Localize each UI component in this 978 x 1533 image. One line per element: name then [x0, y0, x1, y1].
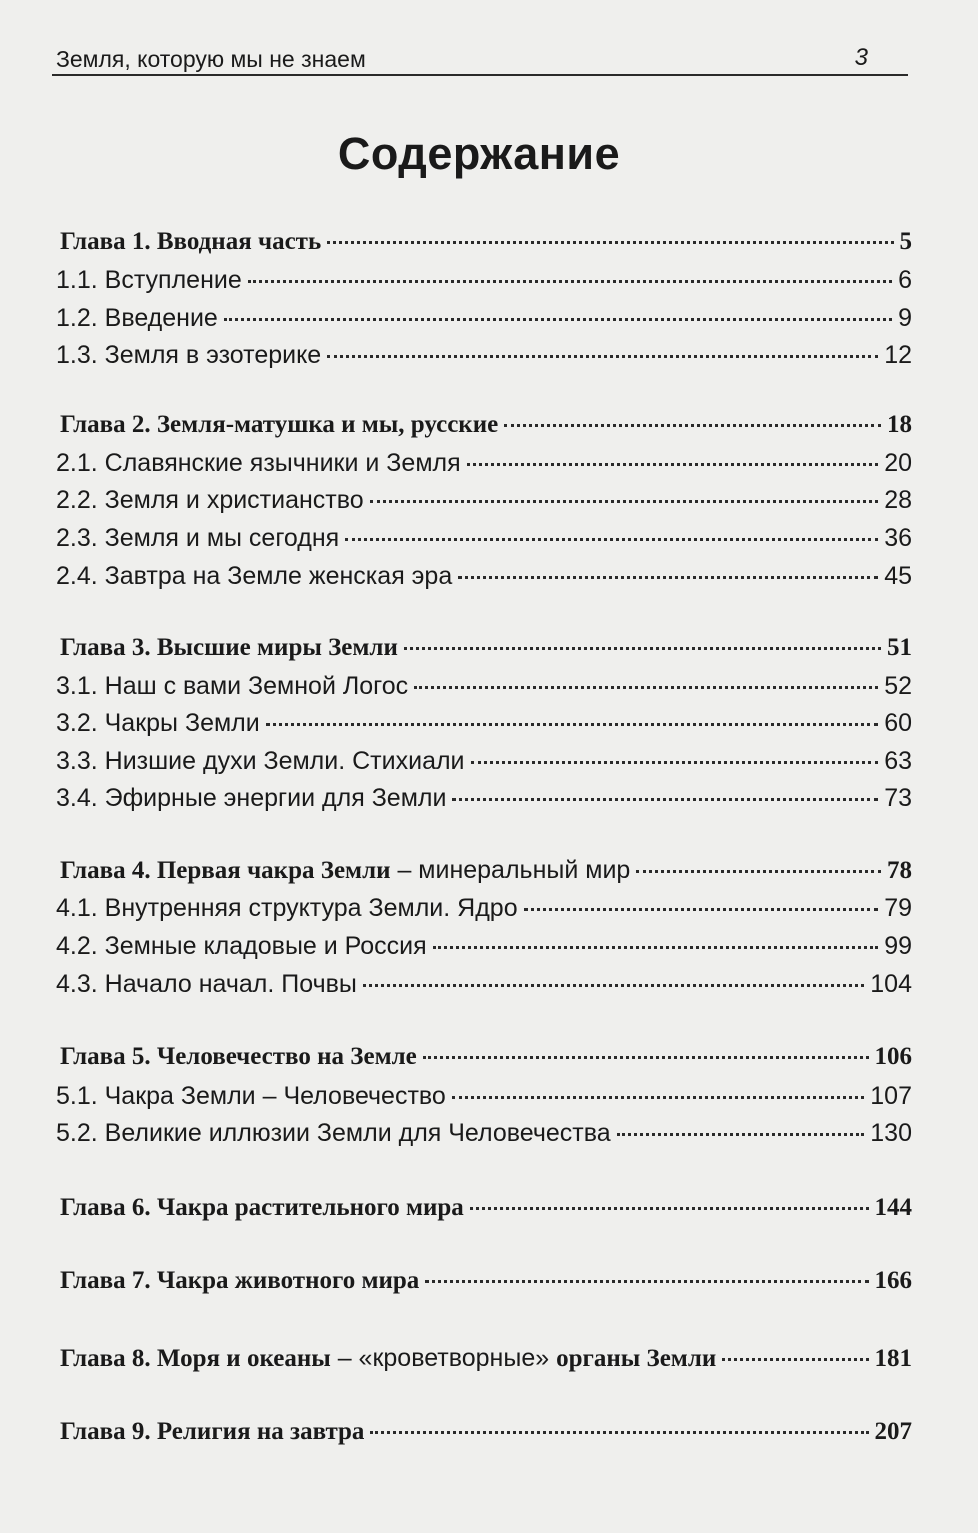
toc-label: 2.4. Завтра на Земле женская эра [56, 562, 453, 590]
dot-leader [370, 499, 879, 503]
toc-label: Глава 1. Вводная часть [60, 228, 322, 255]
toc-page: 166 [874, 1267, 912, 1294]
dot-leader [722, 1357, 868, 1361]
toc-page: 130 [870, 1119, 912, 1147]
toc-section [56, 970, 912, 1006]
running-header [52, 40, 908, 76]
dot-leader [327, 240, 893, 244]
toc-chapter-2 [60, 411, 912, 447]
toc-label: 2.2. Земля и христианство [56, 486, 364, 514]
toc-label: Глава 5. Человечество на Земле [60, 1043, 417, 1070]
toc-label: 3.2. Чакры Земли [56, 709, 260, 737]
toc-page: 28 [884, 486, 912, 514]
dot-leader [617, 1132, 865, 1136]
toc-section [56, 341, 912, 377]
toc-section [56, 672, 912, 708]
page-title: Содержание [337, 128, 621, 179]
toc-section [56, 449, 912, 485]
toc-page: 36 [884, 524, 912, 552]
toc-chapter-1 [60, 228, 912, 264]
toc-label-rest2: органы Земли [556, 1345, 717, 1372]
toc-page: 12 [884, 341, 912, 369]
toc-page: 107 [870, 1082, 912, 1110]
toc-page: 144 [874, 1194, 912, 1221]
toc-chapter-4 [60, 856, 912, 892]
toc-label: 1.1. Вступление [56, 266, 242, 294]
dot-leader [370, 1430, 868, 1434]
toc-label: 1.3. Земля в эзотерике [56, 341, 322, 369]
toc-chapter-9 [60, 1418, 912, 1454]
toc-chapter-7 [60, 1267, 912, 1303]
dot-leader [425, 1279, 868, 1283]
dot-leader [636, 869, 881, 873]
toc-label: 3.4. Эфирные энергии для Земли [56, 784, 447, 812]
toc-label [60, 1344, 716, 1373]
dot-leader [452, 797, 878, 801]
toc-section [56, 266, 912, 302]
toc-page: 45 [884, 562, 912, 590]
toc-page: 63 [884, 747, 912, 775]
dot-leader [266, 722, 878, 726]
toc-page: 60 [884, 709, 912, 737]
toc-section [56, 562, 912, 598]
dot-leader [404, 646, 881, 650]
toc-label: 3.1. Наш с вами Земной Логос [56, 672, 409, 700]
dot-leader [345, 537, 878, 541]
toc-label: 2.1. Славянские язычники и Земля [56, 449, 461, 477]
toc-page: 207 [874, 1418, 912, 1445]
toc-label: 1.2. Введение [56, 304, 218, 332]
toc-page: 5 [899, 228, 912, 255]
toc-section [56, 932, 912, 968]
dot-leader [423, 1055, 869, 1059]
toc-chapter-8 [60, 1344, 912, 1380]
dot-leader [504, 423, 881, 427]
toc-page: 78 [887, 857, 912, 884]
toc-section [56, 304, 912, 340]
toc-page: 104 [870, 970, 912, 998]
toc-page: 79 [884, 894, 912, 922]
toc-label: 4.1. Внутренняя структура Земли. Ядро [56, 894, 518, 922]
toc-page: 6 [898, 266, 912, 294]
toc-label: 5.1. Чакра Земли – Человечество [56, 1082, 446, 1110]
toc-label: Глава 3. Высшие миры Земли [60, 634, 398, 661]
dot-leader [471, 760, 879, 764]
toc-label: Глава 7. Чакра животного мира [60, 1267, 420, 1294]
toc-label: 2.3. Земля и мы сегодня [56, 524, 340, 552]
toc-chapter-6 [60, 1194, 912, 1230]
dot-leader [248, 279, 892, 283]
toc-label: Глава 6. Чакра растительного мира [60, 1194, 464, 1221]
toc-page: 9 [898, 304, 912, 332]
toc-section [56, 747, 912, 783]
running-header-title: Земля, которую мы не знаем [56, 46, 366, 72]
dot-leader [524, 907, 879, 911]
toc-section [56, 486, 912, 522]
toc-page: 73 [884, 784, 912, 812]
toc-chapter-5 [60, 1043, 912, 1079]
toc-label: Глава 9. Религия на завтра [60, 1418, 365, 1445]
toc-label-main: Глава 4. Первая чакра Земли [60, 857, 391, 884]
toc-label: 4.3. Начало начал. Почвы [56, 970, 357, 998]
toc-label: 5.2. Великие иллюзии Земли для Человечества [56, 1119, 611, 1147]
dot-leader [327, 354, 878, 358]
page-number: 3 [854, 44, 868, 71]
toc-page: 99 [884, 932, 912, 960]
dot-leader [363, 983, 864, 987]
toc-label-main: Глава 8. Моря и океаны [60, 1345, 331, 1372]
toc-label [60, 856, 630, 885]
toc-label-rest: – минеральный мир [390, 856, 631, 884]
dot-leader [467, 462, 879, 466]
toc-page: 51 [887, 634, 912, 661]
toc-section [56, 894, 912, 930]
toc-section [56, 784, 912, 820]
toc-page: 52 [884, 672, 912, 700]
toc-section [56, 524, 912, 560]
toc-page: 18 [887, 411, 912, 438]
toc-chapter-3 [60, 634, 912, 670]
dot-leader [433, 945, 879, 949]
dot-leader [452, 1095, 864, 1099]
toc-page: 20 [884, 449, 912, 477]
dot-leader [458, 575, 878, 579]
toc-page: 106 [874, 1043, 912, 1070]
toc-label-rest: – «кроветворные» [330, 1344, 557, 1372]
dot-leader [414, 685, 878, 689]
toc-label: Глава 2. Земля-матушка и мы, русские [60, 411, 499, 438]
toc-label: 3.3. Низшие духи Земли. Стихиали [56, 747, 465, 775]
dot-leader [470, 1206, 869, 1210]
toc-section [56, 709, 912, 745]
dot-leader [224, 317, 892, 321]
toc-section [56, 1119, 912, 1155]
toc-section [56, 1082, 912, 1118]
toc-label: 4.2. Земные кладовые и Россия [56, 932, 427, 960]
toc-page: 181 [874, 1345, 912, 1372]
